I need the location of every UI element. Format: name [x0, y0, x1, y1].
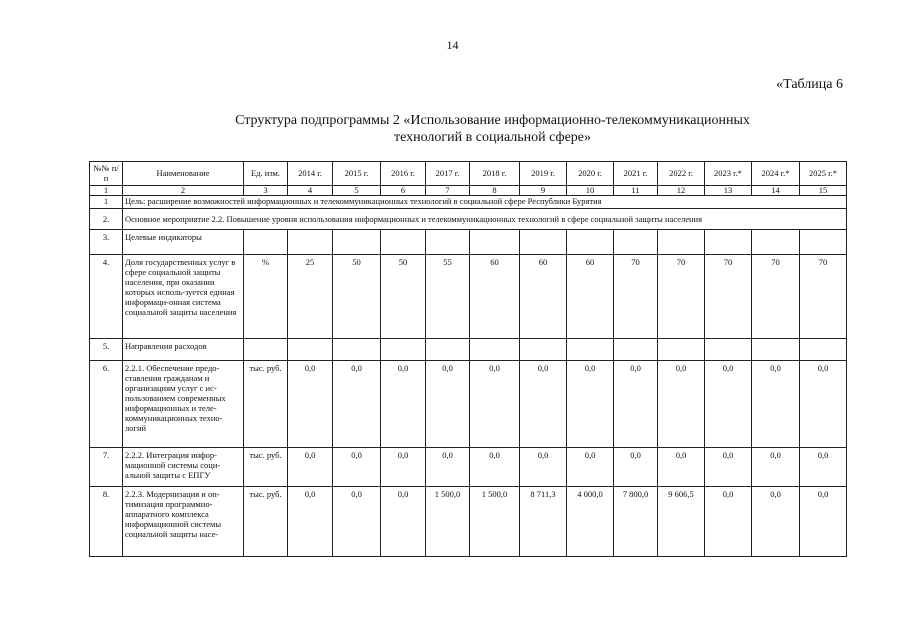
- value-cell: 60: [520, 255, 567, 339]
- table-row: [90, 230, 847, 255]
- value-cell: 0,0: [470, 448, 520, 487]
- row-index: 5.: [90, 339, 123, 361]
- column-number: 6: [381, 186, 426, 196]
- value-cell: 4 000,0: [567, 487, 614, 557]
- value-cell: 70: [705, 255, 752, 339]
- value-cell: 0,0: [288, 448, 333, 487]
- structure-table: [89, 161, 847, 557]
- header-year: 2019 г.: [520, 162, 567, 186]
- header-name: Наименование: [123, 162, 244, 186]
- header-year: 2017 г.: [426, 162, 470, 186]
- column-number: 4: [288, 186, 333, 196]
- row-name: 2.2.2. Интеграция инфор-мационной системы соци-альной защиты с ЕПГУ: [123, 448, 244, 487]
- row-index: 1: [90, 196, 123, 209]
- value-cell: 70: [800, 255, 847, 339]
- column-number: 8: [470, 186, 520, 196]
- value-cell: 70: [658, 255, 705, 339]
- row-index: 6.: [90, 361, 123, 448]
- value-cell: 0,0: [705, 448, 752, 487]
- column-number: 10: [567, 186, 614, 196]
- document-title: [160, 112, 825, 146]
- value-cell: 0,0: [705, 487, 752, 557]
- value-cell: 0,0: [752, 448, 800, 487]
- value-cell: 0,0: [567, 448, 614, 487]
- value-cell: 0,0: [288, 361, 333, 448]
- header-year: 2025 г.*: [800, 162, 847, 186]
- row-unit: %: [244, 255, 288, 339]
- value-cell: 0,0: [333, 448, 381, 487]
- column-number: 9: [520, 186, 567, 196]
- row-unit: тыс. руб.: [244, 361, 288, 448]
- value-cell: 0,0: [470, 361, 520, 448]
- row-unit: тыс. руб.: [244, 448, 288, 487]
- value-cell: 50: [381, 255, 426, 339]
- column-number: 7: [426, 186, 470, 196]
- column-number: 13: [705, 186, 752, 196]
- column-number: 5: [333, 186, 381, 196]
- value-cell: 0,0: [800, 487, 847, 557]
- value-cell: 0,0: [614, 361, 658, 448]
- column-number: 3: [244, 186, 288, 196]
- table-row: [90, 339, 847, 361]
- value-cell: 50: [333, 255, 381, 339]
- column-number-row: [90, 186, 847, 196]
- row-name: 2.2.1. Обеспечение предо-ставления гражданам и организациям услуг с ис-пользованием современных информационных и теле-коммуникационных техно-логий: [123, 361, 244, 448]
- header-unit: Ед. изм.: [244, 162, 288, 186]
- value-cell: 0,0: [800, 361, 847, 448]
- header-year: 2016 г.: [381, 162, 426, 186]
- value-cell: 7 800,0: [614, 487, 658, 557]
- value-cell: 0,0: [658, 361, 705, 448]
- value-cell: 60: [470, 255, 520, 339]
- value-cell: 60: [567, 255, 614, 339]
- value-cell: 0,0: [705, 361, 752, 448]
- header-year: 2018 г.: [470, 162, 520, 186]
- value-cell: 55: [426, 255, 470, 339]
- column-number: 11: [614, 186, 658, 196]
- header-year: 2014 г.: [288, 162, 333, 186]
- value-cell: 0,0: [520, 361, 567, 448]
- value-cell: 0,0: [752, 487, 800, 557]
- value-cell: 70: [614, 255, 658, 339]
- row-name: 2.2.3. Модернизация и оп-тимизация программно-аппаратного комплекса информационной системы социальной защиты насе-: [123, 487, 244, 557]
- value-cell: 0,0: [333, 361, 381, 448]
- column-number: 12: [658, 186, 705, 196]
- header-year: 2015 г.: [333, 162, 381, 186]
- header-year: 2021 г.: [614, 162, 658, 186]
- row-name: Целевые индикаторы: [123, 230, 244, 255]
- value-cell: 0,0: [520, 448, 567, 487]
- column-number: 2: [123, 186, 244, 196]
- header-row: [90, 162, 847, 186]
- value-cell: 0,0: [333, 487, 381, 557]
- row-name: Доля государственных услуг в сфере социальной защиты населения, при оказании которых исполь-зуется единая информаци-онная система социальной защиты населения: [123, 255, 244, 339]
- table-row: [90, 209, 847, 230]
- page-number: 14: [446, 38, 459, 52]
- value-cell: 0,0: [426, 448, 470, 487]
- row-name: Направления расходов: [123, 339, 244, 361]
- value-cell: 0,0: [426, 361, 470, 448]
- column-number: 14: [752, 186, 800, 196]
- header-year: 2024 г.*: [752, 162, 800, 186]
- value-cell: 0,0: [288, 487, 333, 557]
- header-year: 2022 г.: [658, 162, 705, 186]
- main-activity-text: Основное мероприятие 2.2. Повышение уровня использования информационных и телекоммуникационных технологий в сфере социальной защиты населения: [123, 209, 847, 230]
- value-cell: 0,0: [381, 361, 426, 448]
- value-cell: 0,0: [800, 448, 847, 487]
- table-row: [90, 361, 847, 448]
- value-cell: 9 606,5: [658, 487, 705, 557]
- row-index: 7.: [90, 448, 123, 487]
- table-label: «Таблица 6: [776, 77, 843, 92]
- value-cell: 8 711,3: [520, 487, 567, 557]
- column-number: 15: [800, 186, 847, 196]
- table-row: [90, 487, 847, 557]
- row-unit: тыс. руб.: [244, 487, 288, 557]
- value-cell: 70: [752, 255, 800, 339]
- value-cell: 0,0: [381, 448, 426, 487]
- title-line-2: технологий в социальной сфере»: [393, 130, 592, 145]
- row-index: 4.: [90, 255, 123, 339]
- value-cell: 0,0: [658, 448, 705, 487]
- column-number: 1: [90, 186, 123, 196]
- goal-text: Цель: расширение возможностей информационных и телекоммуникационных технологий в социальной сфере Республики Бурятия: [123, 196, 847, 209]
- value-cell: 1 500,0: [470, 487, 520, 557]
- value-cell: 0,0: [752, 361, 800, 448]
- header-year: 2023 г.*: [705, 162, 752, 186]
- table-row: [90, 448, 847, 487]
- table-row: [90, 196, 847, 209]
- header-num: №№ п/п: [90, 162, 123, 186]
- row-index: 3.: [90, 230, 123, 255]
- row-index: 2.: [90, 209, 123, 230]
- header-year: 2020 г.: [567, 162, 614, 186]
- value-cell: 0,0: [614, 448, 658, 487]
- title-line-1: Структура подпрограммы 2 «Использование информационно-телекоммуникационных: [235, 113, 750, 128]
- table-row: [90, 255, 847, 339]
- row-index: 8.: [90, 487, 123, 557]
- value-cell: 0,0: [567, 361, 614, 448]
- value-cell: 0,0: [381, 487, 426, 557]
- value-cell: 25: [288, 255, 333, 339]
- value-cell: 1 500,0: [426, 487, 470, 557]
